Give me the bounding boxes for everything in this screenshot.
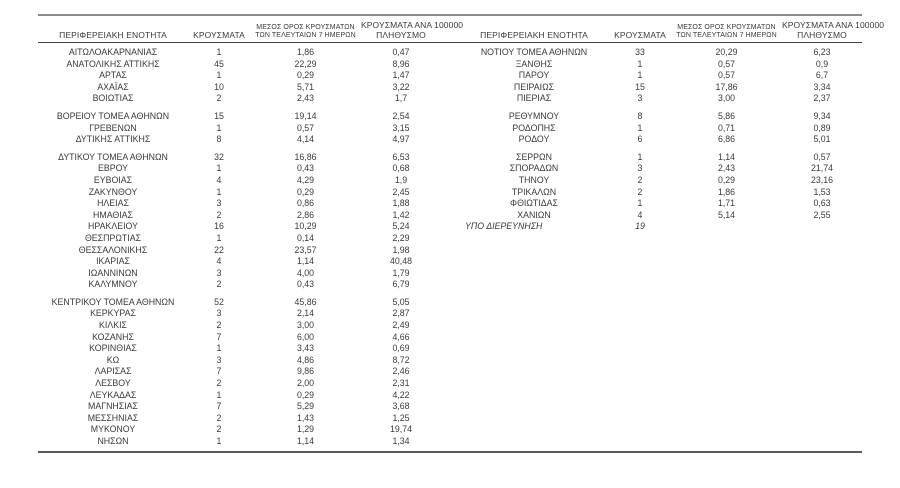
cases-cell: 2 — [216, 412, 222, 423]
table-body-left — [38, 47, 441, 448]
header-avg7-line1: ΜΕΣΟΣ ΟΡΟΣ ΚΡΟΥΣΜΑΤΩΝ — [677, 24, 776, 31]
per100k-cell: 0,47 — [392, 47, 410, 57]
cases-cell: 1 — [216, 47, 222, 57]
region-cell: ΗΛΕΙΑΣ — [97, 198, 129, 209]
table-row — [38, 82, 441, 94]
avg7-cell: 10,29 — [294, 221, 317, 232]
table-row — [38, 47, 441, 59]
region-cell: ΘΕΣΠΡΩΤΙΑΣ — [84, 232, 142, 243]
per100k-cell: 5,01 — [813, 134, 831, 145]
cases-cell: 3 — [637, 93, 643, 104]
cases-cell: 2 — [216, 378, 222, 389]
region-cell: ΕΥΒΟΙΑΣ — [93, 174, 133, 185]
region-cell: ΠΑΡΟΥ — [518, 70, 550, 81]
avg7-cell: 9,86 — [296, 366, 315, 377]
per100k-cell: 1,25 — [392, 412, 410, 423]
table-row — [38, 245, 441, 257]
per100k-cell: 3,22 — [392, 81, 410, 92]
cases-cell: 6 — [637, 134, 643, 145]
table-row — [38, 221, 441, 233]
table-row — [38, 308, 441, 320]
avg7-cell: 45,86 — [294, 296, 317, 307]
per100k-cell: 0,89 — [813, 122, 831, 133]
table-row — [38, 70, 441, 82]
region-cell: ΥΠΟ ΔΙΕΡΕΥΝΗΣΗ — [465, 221, 543, 232]
per100k-cell: 19,74 — [389, 424, 412, 435]
avg7-cell: 4,86 — [296, 354, 315, 365]
region-cell: ΙΚΑΡΙΑΣ — [96, 256, 130, 267]
region-cell: ΚΕΡΚΥΡΑΣ — [90, 308, 136, 319]
cases-cell: 1 — [637, 198, 643, 209]
avg7-cell: 0,29 — [296, 70, 315, 81]
avg7-cell: 20,29 — [715, 47, 738, 57]
table-row — [38, 413, 441, 425]
per100k-cell: 1,98 — [392, 244, 410, 255]
avg7-cell: 0,43 — [296, 163, 315, 174]
per100k-cell: 2,31 — [392, 378, 410, 389]
table-row — [459, 221, 862, 233]
header-per100k-line2: ΠΛΗΘΥΣΜΟ — [376, 29, 426, 40]
region-cell: ΒΟΡΕΙΟΥ ΤΟΜΕΑ ΑΘΗΝΩΝ — [56, 110, 170, 121]
cases-cell: 2 — [216, 93, 222, 104]
cases-cell: 1 — [637, 122, 643, 133]
region-cell: ΝΗΣΩΝ — [97, 436, 129, 446]
avg7-cell: 2,43 — [717, 163, 736, 174]
header-per100k-line1: ΚΡΟΥΣΜΑΤΑ ΑΝΑ 100000 — [782, 20, 885, 30]
table-row — [38, 268, 441, 280]
region-cell: ΠΕΙΡΑΙΩΣ — [513, 81, 555, 92]
avg7-cell: 6,86 — [717, 134, 736, 145]
avg7-cell: 2,00 — [296, 378, 315, 389]
table-row — [38, 163, 441, 175]
per100k-cell: 1,34 — [392, 436, 410, 446]
per100k-cell: 8,72 — [392, 354, 410, 365]
region-cell: ΜΕΣΣΗΝΙΑΣ — [87, 412, 139, 423]
region-cell: ΚΟΖΑΝΗΣ — [92, 331, 134, 342]
avg7-cell: 6,00 — [296, 331, 315, 342]
table-row — [38, 355, 441, 367]
avg7-cell: 3,00 — [296, 320, 315, 331]
table-row — [38, 152, 441, 164]
per100k-cell: 2,29 — [392, 232, 410, 243]
avg7-cell: 0,29 — [296, 186, 315, 197]
cases-cell: 15 — [214, 110, 224, 121]
row-group — [38, 111, 441, 146]
avg7-cell: 4,29 — [296, 174, 315, 185]
region-cell: ΛΕΥΚΑΔΑΣ — [89, 389, 137, 400]
region-cell: ΔΥΤΙΚΟΥ ΤΟΜΕΑ ΑΘΗΝΩΝ — [58, 151, 168, 162]
table-row — [38, 378, 441, 390]
avg7-cell: 0,29 — [717, 174, 736, 185]
region-cell: ΣΕΡΡΩΝ — [516, 151, 552, 162]
region-cell: ΚΑΛΥΜΝΟΥ — [88, 279, 138, 290]
per100k-cell: 1,53 — [813, 186, 831, 197]
per100k-cell: 21,74 — [810, 163, 833, 174]
table-row — [38, 390, 441, 402]
cases-cell: 52 — [214, 296, 224, 307]
region-cell: ΓΡΕΒΕΝΩΝ — [89, 122, 137, 133]
per100k-cell: 2,87 — [392, 308, 410, 319]
table-row — [459, 152, 862, 164]
cases-cell: 7 — [216, 366, 222, 377]
avg7-cell: 1,14 — [717, 151, 736, 162]
table-row — [38, 401, 441, 413]
table-row — [38, 59, 441, 71]
per100k-cell: 1,7 — [394, 93, 408, 104]
table-row — [38, 424, 441, 436]
per100k-cell: 2,45 — [392, 186, 410, 197]
avg7-cell: 5,86 — [717, 110, 736, 121]
region-cell: ΜΑΓΝΗΣΙΑΣ — [88, 401, 138, 412]
avg7-cell: 23,57 — [294, 244, 317, 255]
table-row — [38, 297, 441, 309]
avg7-cell: 3,43 — [296, 343, 315, 354]
per100k-cell: 3,15 — [392, 122, 410, 133]
table-row — [459, 82, 862, 94]
avg7-cell: 3,00 — [717, 93, 736, 104]
region-cell: ΗΜΑΘΙΑΣ — [93, 209, 133, 220]
table-header-right — [459, 20, 885, 40]
region-cell: ΦΘΙΩΤΙΔΑΣ — [510, 198, 558, 209]
region-cell: ΡΟΔΟΥ — [518, 134, 550, 145]
cases-cell: 8 — [216, 134, 222, 145]
cases-cell: 2 — [637, 186, 643, 197]
header-avg7-line2: ΤΩΝ ΤΕΛΕΥΤΑΙΩΝ 7 ΗΜΕΡΩΝ — [255, 32, 356, 39]
per100k-cell: 9,34 — [813, 110, 831, 121]
region-cell: ΚΕΝΤΡΙΚΟΥ ΤΟΜΕΑ ΑΘΗΝΩΝ — [51, 296, 175, 307]
table-row — [459, 47, 862, 59]
per100k-cell: 0,68 — [392, 163, 410, 174]
cases-cell: 4 — [216, 174, 222, 185]
table-row — [38, 256, 441, 268]
avg7-cell: 17,86 — [715, 81, 738, 92]
avg7-cell: 0,57 — [296, 122, 315, 133]
per100k-cell: 8,96 — [392, 58, 410, 69]
cases-cell: 2 — [216, 424, 222, 435]
table-row — [459, 111, 862, 123]
region-cell: ΗΡΑΚΛΕΙΟΥ — [88, 221, 138, 232]
header-per100k — [782, 20, 885, 40]
per100k-cell: 2,55 — [813, 209, 831, 220]
per100k-cell: 4,66 — [392, 331, 410, 342]
region-cell: ΡΕΘΥΜΝΟΥ — [508, 110, 560, 121]
region-cell: ΞΑΝΘΗΣ — [515, 58, 553, 69]
region-cell: ΒΟΙΩΤΙΑΣ — [92, 93, 134, 104]
table-row — [38, 134, 441, 146]
cases-cell: 3 — [216, 267, 222, 278]
region-cell: ΠΙΕΡΙΑΣ — [516, 93, 552, 104]
per100k-cell: 0,57 — [813, 151, 831, 162]
per100k-cell: 4,97 — [392, 134, 410, 145]
per100k-cell: 1,47 — [392, 70, 410, 81]
region-cell: ΛΑΡΙΣΑΣ — [94, 366, 132, 377]
table-row — [459, 70, 862, 82]
header-cases: ΚΡΟΥΣΜΑΤΑ — [614, 29, 666, 40]
per100k-cell: 3,34 — [813, 81, 831, 92]
table-header — [38, 16, 885, 43]
header-avg7-line1: ΜΕΣΟΣ ΟΡΟΣ ΚΡΟΥΣΜΑΤΩΝ — [256, 24, 355, 31]
cases-cell: 15 — [635, 81, 645, 92]
cases-cell: 1 — [216, 389, 222, 400]
table-row — [38, 93, 441, 105]
table-row — [459, 134, 862, 146]
cases-cell: 1 — [637, 151, 643, 162]
region-cell: ΚΙΛΚΙΣ — [99, 320, 127, 331]
cases-cell: 2 — [637, 174, 643, 185]
avg7-cell: 1,14 — [296, 436, 315, 446]
table-row — [38, 343, 441, 355]
cases-cell: 1 — [216, 186, 222, 197]
per100k-cell: 6,7 — [815, 70, 829, 81]
region-cell: ΚΩ — [106, 354, 120, 365]
avg7-cell: 0,43 — [296, 279, 315, 290]
avg7-cell: 1,71 — [717, 198, 736, 209]
header-per100k-line2: ΠΛΗΘΥΣΜΟ — [797, 29, 847, 40]
region-cell: ΑΝΑΤΟΛΙΚΗΣ ΑΤΤΙΚΗΣ — [66, 58, 160, 69]
per100k-cell: 6,23 — [813, 47, 831, 57]
avg7-cell: 0,86 — [296, 198, 315, 209]
region-cell: ΤΡΙΚΑΛΩΝ — [511, 186, 557, 197]
per100k-cell: 2,49 — [392, 320, 410, 331]
cases-cell: 1 — [216, 436, 222, 446]
header-avg7 — [250, 24, 361, 40]
avg7-cell: 4,14 — [296, 134, 315, 145]
row-group — [459, 111, 862, 146]
table-row — [38, 279, 441, 291]
cases-cell: 45 — [214, 58, 224, 69]
per100k-cell: 2,37 — [813, 93, 831, 104]
cases-cell: 1 — [637, 58, 643, 69]
avg7-cell: 0,57 — [717, 70, 736, 81]
per100k-cell: 5,05 — [392, 296, 410, 307]
region-cell: ΕΒΡΟΥ — [97, 163, 129, 174]
per100k-cell: 1,88 — [392, 198, 410, 209]
table-row — [459, 198, 862, 210]
cases-cell: 3 — [216, 198, 222, 209]
cases-cell: 1 — [216, 70, 222, 81]
per100k-cell: 3,68 — [392, 401, 410, 412]
table-row — [38, 366, 441, 378]
region-cell: ΚΟΡΙΝΘΙΑΣ — [89, 343, 137, 354]
cases-cell: 8 — [637, 110, 643, 121]
avg7-cell: 16,86 — [294, 151, 317, 162]
avg7-cell: 19,14 — [294, 110, 317, 121]
row-group — [459, 47, 862, 105]
header-region: ΠΕΡΙΦΕΡΕΙΑΚΗ ΕΝΟΤΗΤΑ — [59, 29, 167, 40]
cases-cell: 7 — [216, 331, 222, 342]
cases-cell: 2 — [216, 279, 222, 290]
avg7-cell: 1,86 — [296, 47, 315, 57]
table-row — [459, 59, 862, 71]
per100k-cell: 1,79 — [392, 267, 410, 278]
cases-cell: 1 — [216, 232, 222, 243]
header-avg7 — [671, 24, 782, 40]
header-cases: ΚΡΟΥΣΜΑΤΑ — [193, 29, 245, 40]
avg7-cell: 2,43 — [296, 93, 315, 104]
header-avg7-line2: ΤΩΝ ΤΕΛΕΥΤΑΙΩΝ 7 ΗΜΕΡΩΝ — [676, 32, 777, 39]
avg7-cell: 2,86 — [296, 209, 315, 220]
table-row — [38, 210, 441, 222]
table-row — [38, 198, 441, 210]
per100k-cell: 2,46 — [392, 366, 410, 377]
cases-cell: 1 — [216, 343, 222, 354]
table-row — [459, 210, 862, 222]
cases-cell: 3 — [637, 163, 643, 174]
cases-cell: 3 — [216, 354, 222, 365]
row-group — [459, 152, 862, 233]
header-region: ΠΕΡΙΦΕΡΕΙΑΚΗ ΕΝΟΤΗΤΑ — [480, 29, 588, 40]
avg7-cell: 5,14 — [717, 209, 736, 220]
region-cell: ΛΕΣΒΟΥ — [95, 378, 131, 389]
table-body — [38, 43, 862, 451]
per100k-cell: 2,54 — [392, 110, 410, 121]
table-row — [38, 111, 441, 123]
cases-cell: 22 — [214, 244, 224, 255]
region-cell: ΝΟΤΙΟΥ ΤΟΜΕΑ ΑΘΗΝΩΝ — [480, 47, 588, 57]
region-cell: ΖΑΚΥΝΘΟΥ — [88, 186, 138, 197]
region-cell: ΑΙΤΩΛΟΑΚΑΡΝΑΝΙΑΣ — [68, 47, 158, 57]
avg7-cell: 22,29 — [294, 58, 317, 69]
cases-cell: 16 — [214, 221, 224, 232]
cases-cell: 3 — [216, 308, 222, 319]
per100k-cell: 23,16 — [810, 174, 833, 185]
per100k-cell: 1,9 — [394, 174, 408, 185]
cases-cell: 1 — [216, 122, 222, 133]
cases-cell: 32 — [214, 151, 224, 162]
cases-cell: 10 — [214, 81, 224, 92]
table-body-right — [459, 47, 862, 233]
cases-cell: 4 — [637, 209, 643, 220]
per100k-cell: 4,22 — [392, 389, 410, 400]
avg7-cell: 0,29 — [296, 389, 315, 400]
per100k-cell: 5,24 — [392, 221, 410, 232]
per100k-cell: 0,63 — [813, 198, 831, 209]
per100k-cell: 6,53 — [392, 151, 410, 162]
table-row — [459, 187, 862, 199]
table-row — [459, 175, 862, 187]
region-cell: ΣΠΟΡΑΔΩΝ — [509, 163, 559, 174]
table-row — [38, 175, 441, 187]
region-cell: ΜΥΚΟΝΟΥ — [90, 424, 136, 435]
header-per100k — [361, 20, 464, 40]
avg7-cell: 1,43 — [296, 412, 315, 423]
per100k-cell: 1,42 — [392, 209, 410, 220]
per100k-cell: 6,79 — [392, 279, 410, 290]
row-group — [38, 47, 441, 105]
header-per100k-line1: ΚΡΟΥΣΜΑΤΑ ΑΝΑ 100000 — [361, 20, 464, 30]
avg7-cell: 5,71 — [296, 81, 315, 92]
avg7-cell: 1,29 — [296, 424, 315, 435]
region-cell: ΑΧΑΪΑΣ — [97, 81, 129, 92]
cases-cell: 19 — [635, 221, 645, 232]
region-cell: ΑΡΤΑΣ — [99, 70, 127, 81]
avg7-cell: 4,00 — [296, 267, 315, 278]
row-group — [38, 152, 441, 291]
avg7-cell: 1,14 — [296, 256, 315, 267]
table-row — [38, 123, 441, 135]
per100k-cell: 0,9 — [815, 58, 829, 69]
avg7-cell: 2,14 — [296, 308, 315, 319]
avg7-cell: 0,57 — [717, 58, 736, 69]
table-row — [38, 332, 441, 344]
per100k-cell: 40,48 — [389, 256, 412, 267]
avg7-cell: 0,71 — [717, 122, 736, 133]
region-cell: ΤΗΝΟΥ — [518, 174, 550, 185]
region-cell: ΘΕΣΣΑΛΟΝΙΚΗΣ — [78, 244, 148, 255]
row-group — [38, 297, 441, 448]
table-row — [459, 163, 862, 175]
cases-cell: 2 — [216, 209, 222, 220]
avg7-cell: 0,14 — [296, 232, 315, 243]
table-row — [38, 436, 441, 448]
table-header-left — [38, 20, 464, 40]
table-row — [459, 93, 862, 105]
cases-cell: 4 — [216, 256, 222, 267]
avg7-cell: 5,29 — [296, 401, 315, 412]
cases-cell: 7 — [216, 401, 222, 412]
avg7-cell: 1,86 — [717, 186, 736, 197]
region-cell: ΧΑΝΙΩΝ — [517, 209, 551, 220]
table-row — [38, 187, 441, 199]
per100k-cell: 0,69 — [392, 343, 410, 354]
cases-cell: 1 — [637, 70, 643, 81]
table-row — [459, 123, 862, 135]
cases-cell: 33 — [635, 47, 645, 57]
table-row — [38, 233, 441, 245]
cases-cell: 1 — [216, 163, 222, 174]
region-cell: ΙΩΑΝΝΙΝΩΝ — [88, 267, 138, 278]
regional-cases-table — [38, 14, 885, 453]
region-cell: ΡΟΔΟΠΗΣ — [512, 122, 556, 133]
cases-cell: 2 — [216, 320, 222, 331]
table-row — [38, 320, 441, 332]
region-cell: ΔΥΤΙΚΗΣ ΑΤΤΙΚΗΣ — [75, 134, 151, 145]
